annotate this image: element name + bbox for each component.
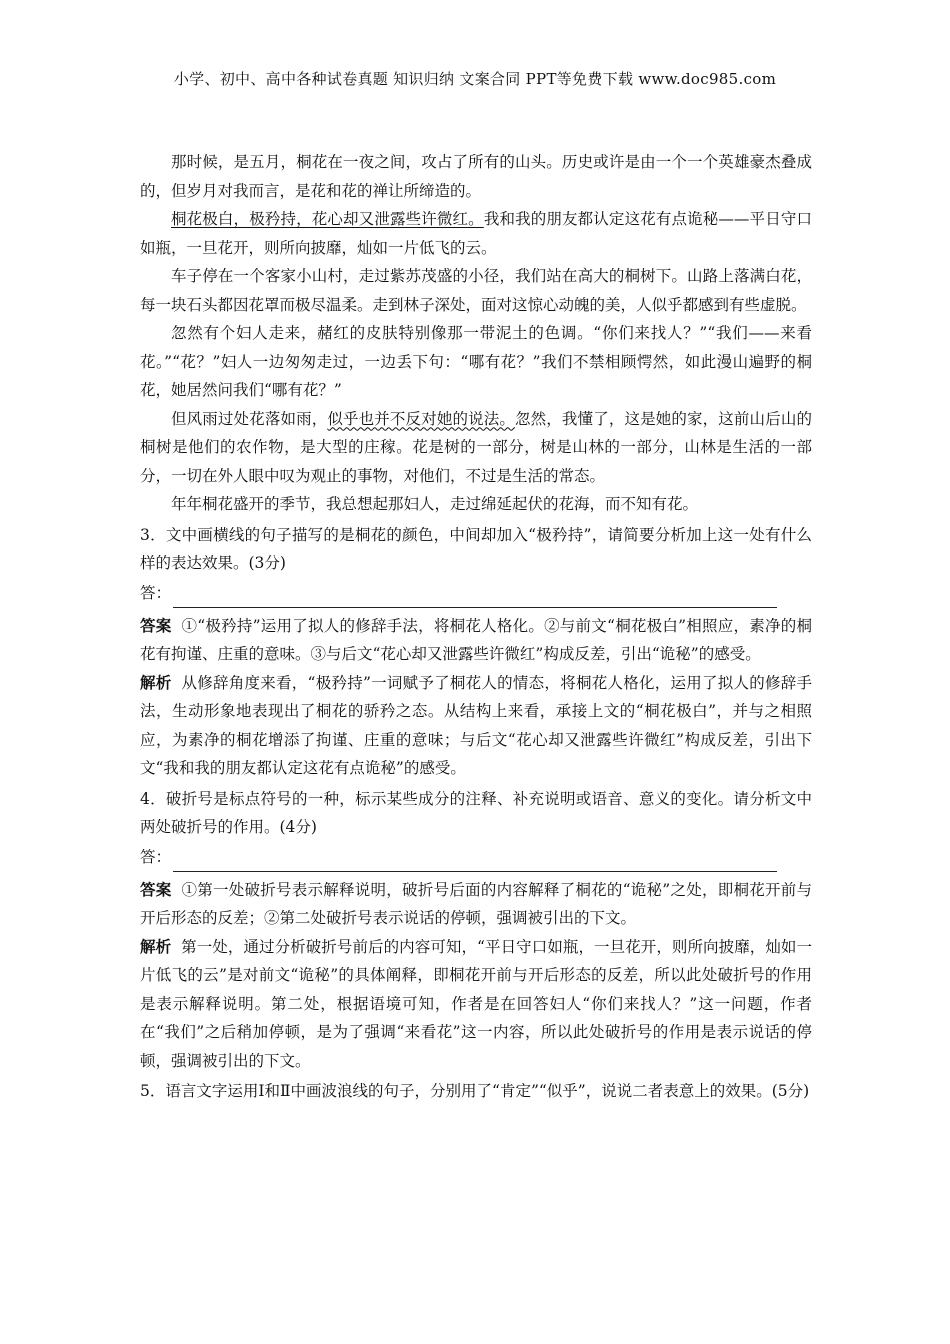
analysis-tag: 解析 — [140, 936, 172, 956]
passage-paragraph-6: 年年桐花盛开的季节，我总想起那妇人，走过绵延起伏的花海，而不知有花。 — [171, 495, 699, 513]
question-3: 3．文中画横线的句子描写的是桐花的颜色，中间却加入“极矜持”，请简要分析加上这一处有什么样的表达效果。(3分) — [140, 525, 812, 572]
passage-paragraph-5 — [140, 405, 812, 491]
answer-4 — [140, 876, 812, 933]
answer-prefix: 答： — [140, 584, 172, 602]
answer-tag: 答案 — [140, 879, 172, 899]
passage-paragraph-5-rest: 忽然，我懂了，这是她的家，这前山后山的桐树是他们的农作物，是大型的庄稼。花是树的一部分，树是山林的一部分，山林是生活的一部分，一切在外人眼中叹为观止的事物，对他们，不过是生活的常态。 — [140, 409, 812, 485]
analysis-3-text: 从修辞角度来看，“极矜持”一词赋予了桐花人的情态，将桐花人格化，运用了拟人的修辞手法，生动形象地表现出了桐花的骄矜之态。从结构上来看，承接上文的“桐花极白”，并与之相照应，为素净的桐花增添了拘谨、庄重的意味；与后文“花心却又泄露些许微红”构成反差，引出下文“我和我的朋友都认定这花有点诡秘”的感受。 — [140, 673, 812, 777]
answer-3-text: ①“极矜持”运用了拟人的修辞手法，将桐花人格化。②与前文“桐花极白”相照应，素净的桐花有拘谨、庄重的意味。③与后文“花心却又泄露些许微红”构成反差，引出“诡秘”的感受。 — [140, 616, 812, 663]
document-body — [140, 148, 812, 1106]
analysis-tag: 解析 — [140, 672, 172, 692]
analysis-4-text: 第一处，通过分析破折号前后的内容可知，“平日守口如瓶，一旦花开，则所向披靡，灿如一片低飞的云”是对前文“诡秘”的具体阐释，即桐花开前与开后形态的反差，所以此处破折号的作用是表示解释说明。第二处，根据语境可知，作者是在回答妇人“你们来找人？”这一问题，作者在“我们”之后稍加停顿，是为了强调“来看花”这一内容，所以此处破折号的作用是表示说话的停顿，强调被引出的下文。 — [140, 937, 812, 1070]
analysis-3 — [140, 669, 812, 783]
wavy-underlined-sentence: 似乎也并不反对她的说法。 — [327, 409, 516, 428]
question-5: 5．语言文字运用Ⅰ和Ⅱ中画波浪线的句子，分别用了“肯定”“似乎”，说说二者表意上的效果。(5分) — [140, 1082, 810, 1100]
answer-line-4 — [140, 842, 812, 872]
answer-line-3 — [140, 578, 812, 608]
answer-3 — [140, 612, 812, 669]
analysis-4 — [140, 933, 812, 1076]
answer-prefix: 答： — [140, 848, 172, 866]
passage-paragraph-4: 忽然有个妇人走来，赭红的皮肤特别像那一带泥土的色调。“你们来找人？”“我们——来看花。”“花？”妇人一边匆匆走过，一边丢下句：“哪有花？”我们不禁相顾愕然，如此漫山遍野的桐花，她居然问我们“哪有花？” — [140, 324, 812, 399]
underlined-sentence: 桐花极白，极矜持，花心却又泄露些许微红。 — [171, 210, 484, 228]
question-4: 4．破折号是标点符号的一种，标示某些成分的注释、补充说明或语音、意义的变化。请分析文中两处破折号的作用。(4分) — [140, 789, 812, 836]
passage-paragraph-3: 车子停在一个客家小山村，走过紫苏茂盛的小径，我们站在高大的桐树下。山路上落满白花，每一块石头都因花罩而极尽温柔。走到林子深处，面对这惊心动魄的美，人似乎都感到有些虚脱。 — [140, 267, 812, 314]
answer-4-text: ①第一处破折号表示解释说明，破折号后面的内容解释了桐花的“诡秘”之处，即桐花开前与开后形态的反差；②第二处破折号表示说话的停顿，强调被引出的下文。 — [140, 880, 812, 927]
answer-blank[interactable] — [173, 853, 777, 872]
passage-paragraph-2-rest: 我和我的朋友都认定这花有点诡秘——平日守口如瓶，一旦花开，则所向披靡，灿如一片低飞的云。 — [140, 210, 812, 257]
passage-paragraph-1: 那时候，是五月，桐花在一夜之间，攻占了所有的山头。历史或许是由一个一个英雄豪杰叠成的，但岁月对我而言，是花和花的禅让所缔造的。 — [140, 153, 812, 200]
passage-paragraph-5-start: 但风雨过处花落如雨， — [171, 409, 328, 428]
answer-tag: 答案 — [140, 615, 172, 635]
page-header: 小学、初中、高中各种试卷真题 知识归纳 文案合同 PPT等免费下载 www.doc985.com — [173, 70, 777, 88]
passage-paragraph-2 — [140, 205, 812, 262]
answer-blank[interactable] — [173, 589, 777, 608]
